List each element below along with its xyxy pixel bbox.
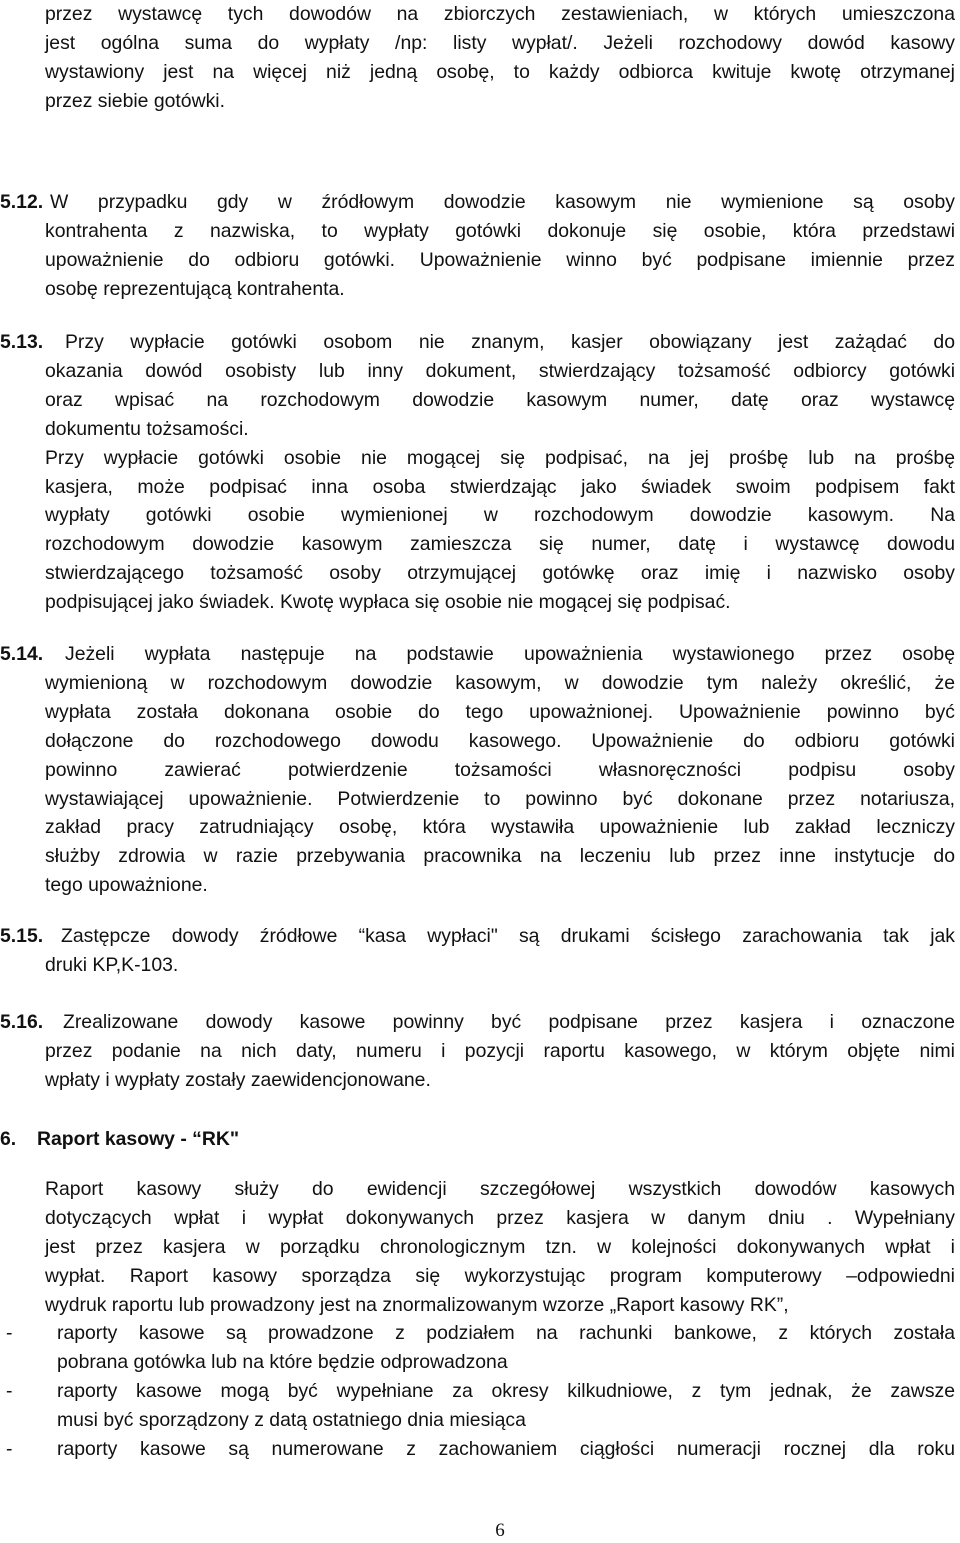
text-line: przez podanie na nich daty, numeru i pozycji raportu kasowego, w którym objęte nimi <box>45 1039 955 1062</box>
list-item-text <box>57 1319 955 1377</box>
text-line: Zrealizowane dowody kasowe powinny być podpisane przez kasjera i oznaczone <box>63 1011 955 1033</box>
text-line: osobę reprezentującą kontrahenta. <box>45 277 345 300</box>
section-text <box>45 188 955 304</box>
text-line: wypłat. Raport kasowy sporządza się wykorzystując program komputerowy –odpowiedni <box>45 1264 955 1287</box>
list-dash: - <box>6 1380 13 1402</box>
text-line: rozchodowym dowodzie kasowym zamieszcza się numer, datę i wystawcę dowodu <box>45 533 955 556</box>
text-line: W przypadku gdy w źródłowym dowodzie kasowym nie wymienione są osoby <box>50 191 955 213</box>
text-line: jest przez kasjera w porządku chronologicznym tzn. w kolejności dokonywanych wpłat i <box>45 1235 955 1258</box>
list-dash: - <box>6 1322 13 1344</box>
intro-line: jest ogólna suma do wypłaty /np: listy wypłat/. Jeżeli rozchodowy dowód kasowy <box>45 31 955 54</box>
heading-title: Raport kasowy - “RK" <box>37 1128 240 1150</box>
intro-line: przez wystawcę tych dowodów na zbiorczych zestawieniach, w których umieszczona <box>45 3 955 25</box>
text-line: podpisującej jako świadek. Kwotę wypłaca się osobie nie mogącej się podpisać. <box>45 591 731 614</box>
text-line: wydruk raportu lub prowadzony jest na znormalizowanym wzorze „Raport kasowy RK”, <box>45 1293 789 1316</box>
list-item-text <box>57 1377 955 1435</box>
section-number: 5.15. <box>0 925 44 947</box>
section-text <box>45 922 955 980</box>
section-text <box>45 640 955 900</box>
text-line: wypłaty gotówki osobie wymienionej w rozchodowym dowodzie kasowym. Na <box>45 504 955 527</box>
text-line: Przy wypłacie gotówki osobie nie mogącej się podpisać, na jej prośbę lub na prośbę <box>45 446 955 469</box>
text-line: druki KP,K-103. <box>45 953 179 976</box>
intro-line: wystawiony jest na więcej niż jedną osobę, to każdy odbiorca kwituje kwotę otrzymanej <box>45 60 955 83</box>
raport-paragraph <box>45 1175 955 1320</box>
text-line: okazania dowód osobisty lub inny dokument, stwierdzający tożsamość odbiorcy gotówki <box>45 359 955 382</box>
text-line: raporty kasowe są numerowane z zachowaniem ciągłości numeracji rocznej dla roku <box>57 1438 955 1460</box>
text-line: stwierdzającego tożsamość osoby otrzymującej gotówkę oraz imię i nazwisko osoby <box>45 562 955 585</box>
section-number: 5.14. <box>0 643 44 665</box>
section-6-heading <box>0 1125 239 1154</box>
text-line: wymienioną w rozchodowym dowodzie kasowym, w dowodzie tym należy określić, że <box>45 671 955 694</box>
text-line: Raport kasowy służy do ewidencji szczegółowej wszystkich dowodów kasowych <box>45 1178 955 1200</box>
text-line: wpłaty i wypłaty zostały zaewidencjonowane. <box>45 1068 431 1091</box>
section-number: 5.16. <box>0 1011 44 1033</box>
text-line: powinno zawierać potwierdzenie tożsamości własnoręczności podpisu osoby <box>45 758 955 781</box>
intro-paragraph <box>45 0 955 116</box>
text-line: upoważnienie do odbioru gotówki. Upoważnienie winno być podpisane imiennie przez <box>45 248 955 271</box>
text-line: raporty kasowe mogą być wypełniane za okresy kilkudniowe, z tym jednak, że zawsze <box>57 1380 955 1402</box>
text-line: pobrana gotówka lub na które będzie odprowadzona <box>57 1350 508 1373</box>
text-line: wypłata została dokonana osobie do tego upoważnionej. Upoważnienie powinno być <box>45 700 955 723</box>
text-line: Przy wypłacie gotówki osobom nie znanym, kasjer obowiązany jest zażądać do <box>65 331 955 353</box>
text-line: dokumentu tożsamości. <box>45 417 249 440</box>
text-line: wystawiającej upoważnienie. Potwierdzenie to powinno być dokonane przez notariusza, <box>45 787 955 810</box>
list-item-text <box>57 1435 955 1464</box>
section-text <box>45 1008 955 1095</box>
list-dash: - <box>6 1438 13 1460</box>
text-line: raporty kasowe są prowadzone z podziałem na rachunki bankowe, z których została <box>57 1322 955 1344</box>
text-line: dołączone do rozchodowego dowodu kasowego. Upoważnienie do odbioru gotówki <box>45 729 955 752</box>
text-line: kontrahenta z nazwiska, to wypłaty gotówki dokonuje się osobie, która przedstawi <box>45 219 955 242</box>
text-line: kasjera, może podpisać inna osoba stwierdzając jako świadek swoim podpisem fakt <box>45 475 955 498</box>
text-line: oraz wpisać na rozchodowym dowodzie kasowym numer, datę oraz wystawcę <box>45 388 955 411</box>
text-line: tego upoważnione. <box>45 874 208 897</box>
section-text <box>45 328 955 617</box>
text-line: musi być sporządzony z datą ostatniego dnia miesiąca <box>57 1408 526 1431</box>
text-line: Zastępcze dowody źródłowe “kasa wypłaci" są drukami ścisłego zarachowania tak jak <box>61 925 955 947</box>
page-number: 6 <box>495 1520 505 1541</box>
text-line: służby zdrowia w razie przebywania pracownika na leczeniu lub przez inne instytucje do <box>45 845 955 868</box>
text-line: zakład pracy zatrudniający osobę, która wystawiła upoważnienie lub zakład leczniczy <box>45 816 955 839</box>
intro-line: przez siebie gotówki. <box>45 89 225 112</box>
heading-number: 6. <box>0 1128 17 1150</box>
text-line: Jeżeli wypłata następuje na podstawie upoważnienia wystawionego przez osobę <box>65 643 955 665</box>
text-line: dotyczących wpłat i wypłat dokonywanych przez kasjera w danym dniu . Wypełniany <box>45 1206 955 1229</box>
section-number: 5.13. <box>0 331 44 353</box>
section-number: 5.12. <box>0 191 44 213</box>
